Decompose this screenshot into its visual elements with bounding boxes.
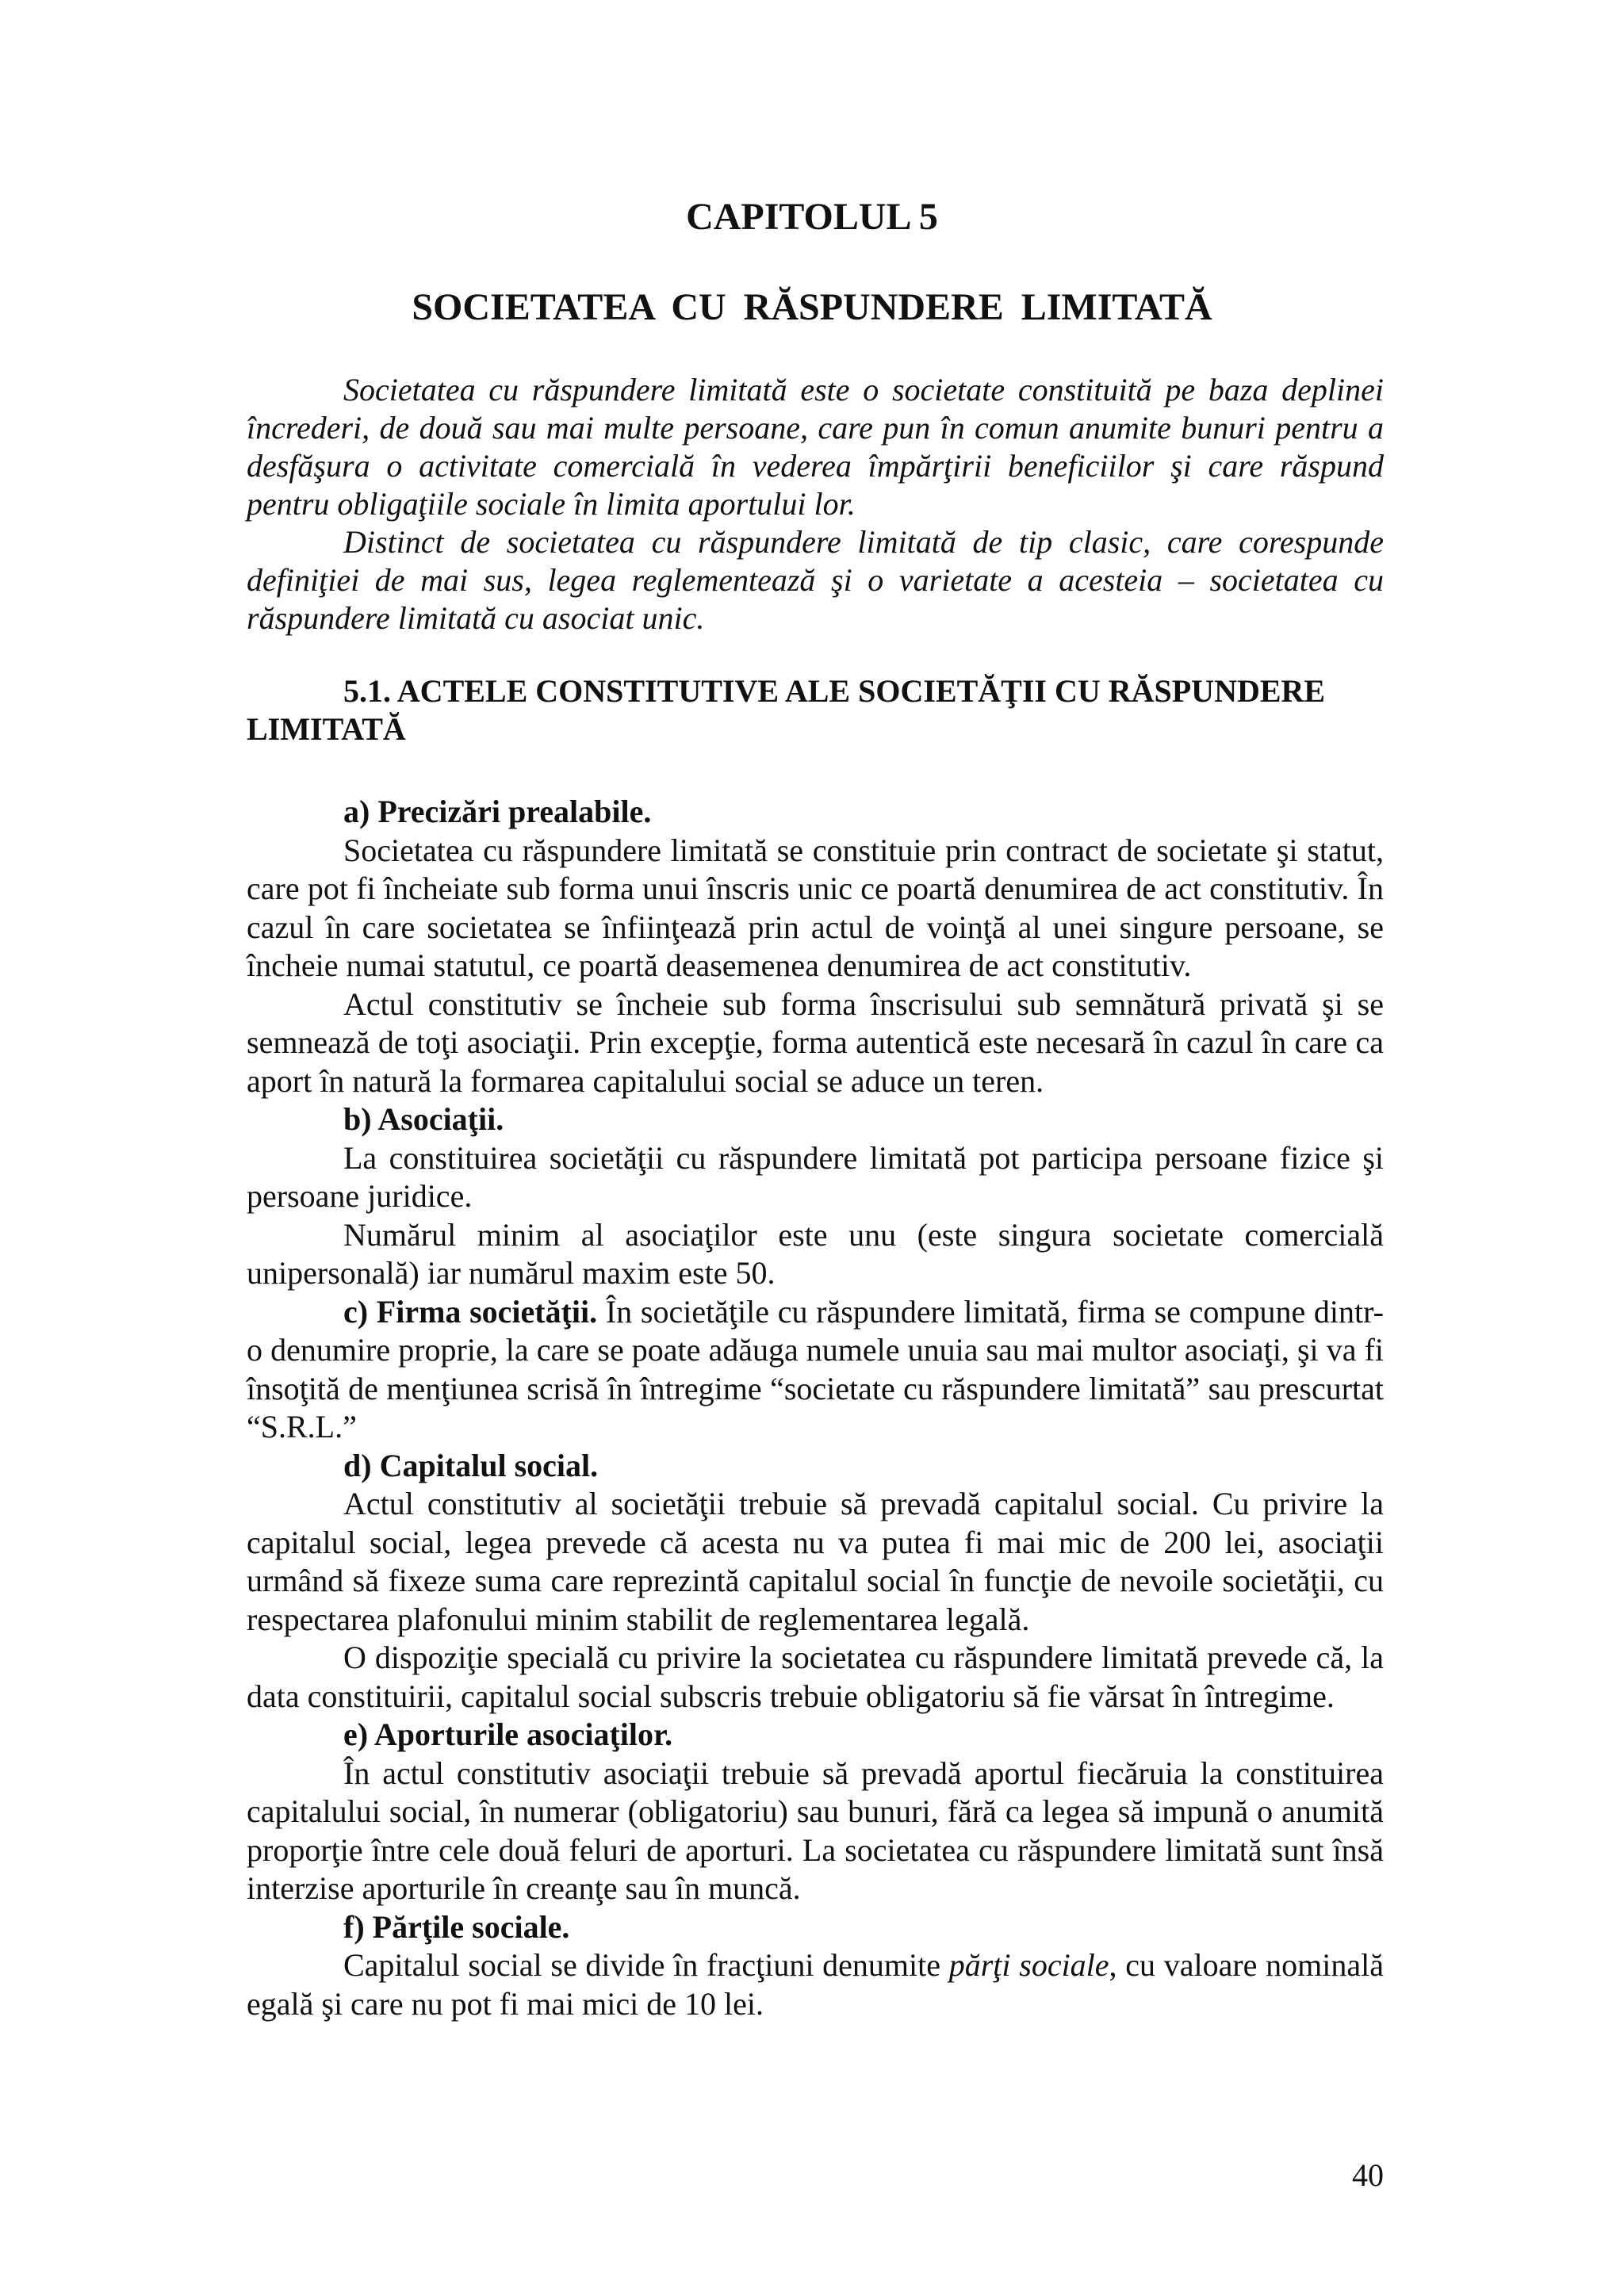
italic-term: părţi sociale — [948, 1947, 1109, 1983]
body-paragraph: La constituirea societăţii cu răspundere limitată pot participa persoane fizice şi persoane juridice. — [247, 1139, 1384, 1214]
body-text: Capitalul social se divide în fracţiuni denumite — [343, 1947, 949, 1983]
subsection-heading-b — [247, 1100, 1384, 1139]
subsection-c-paragraph — [247, 1293, 1384, 1447]
page-number: 40 — [1352, 2157, 1384, 2193]
subsection-heading-text: d) Capitalul social. — [343, 1447, 599, 1483]
body-text: În societăţile cu răspundere limitată, firma se compune dintr-o denumire proprie, la care se poate adăuga numele unuia sau mai multor asociaţi, şi va fi însoţită de menţiunea scrisă în întregime “societate cu răspundere limitată” sau prescurtat “S.R.L.” — [247, 1293, 1384, 1445]
subsection-heading-text: f) Părţile sociale. — [343, 1908, 570, 1945]
body-paragraph: Actul constitutiv al societăţii trebuie să prevadă capitalul social. Cu privire la capitalul social, legea prevede că acesta nu va putea fi mai mic de 200 lei, asociaţii urmând să fixeze suma care reprezintă capitalul social în funcţie de nevoile societăţii, cu respectarea plafonului minim stabilit de reglementarea legală. — [247, 1486, 1384, 1637]
intro-paragraph: Societatea cu răspundere limitată este o societate constituită pe baza deplinei încrederi, de două sau mai multe persoane, care pun în comun anumite bunuri pentru a desfăşura o activitate comercială în vederea împărţirii beneficiilor şi care răspund pentru obligaţiile sociale în limita aportului lor. — [247, 372, 1384, 522]
section-heading-block — [247, 672, 1384, 748]
chapter-number: CAPITOLUL 5 — [686, 196, 938, 238]
intro-paragraph: Distinct de societatea cu răspundere limitată de tip clasic, care corespunde definiţiei de mai sus, legea reglementează şi o varietate a acesteia – societatea cu răspundere limitată cu asociat unic. — [247, 524, 1384, 636]
subsection-heading-f — [247, 1908, 1384, 1947]
section-body — [247, 793, 1384, 2023]
body-paragraph: Actul constitutiv se încheie sub forma înscrisului sub semnătură privată şi se semnează de toţi asociaţii. Prin excepţie, forma autentică este necesară în cazul în care ca aport în natură la formarea capitalului social se aduce un teren. — [247, 985, 1384, 1099]
subsection-heading-a — [247, 793, 1384, 832]
section-heading: 5.1. ACTELE CONSTITUTIVE ALE SOCIETĂŢII CU RĂSPUNDERE LIMITATĂ — [247, 673, 1326, 747]
chapter-title: SOCIETATEA CU RĂSPUNDERE LIMITATĂ — [412, 286, 1212, 328]
subsection-heading-text: a) Precizări prealabile. — [343, 794, 652, 829]
body-paragraph: Numărul minim al asociaţilor este unu (este singura societate comercială unipersonală) iar numărul maxim este 50. — [247, 1216, 1384, 1291]
body-paragraph: Societatea cu răspundere limitată se constituie prin contract de societate şi statut, care pot fi încheiate sub forma unui înscris unic ce poartă denumirea de act constitutiv. În cazul în care societatea se înfiinţează prin actul de voinţă al unei singure persoane, se încheie numai statutul, ce poartă deasemenea denumirea de act constitutiv. — [247, 832, 1384, 983]
subsection-heading-d — [247, 1447, 1384, 1486]
subsection-heading-text: b) Asociaţii. — [343, 1101, 504, 1137]
subsection-heading-text: c) Firma societăţii. — [343, 1293, 598, 1330]
subsection-heading-e — [247, 1716, 1384, 1755]
body-paragraph — [247, 1946, 1384, 2023]
chapter-intro — [247, 371, 1384, 637]
body-text: , cu valoare nominală egală şi care nu pot fi mai mici de 10 lei. — [247, 1947, 1384, 2022]
subsection-heading-text: e) Aporturile asociaţilor. — [343, 1716, 673, 1752]
body-paragraph: O dispoziţie specială cu privire la societatea cu răspundere limitată prevede că, la data constituirii, capitalul social subscris trebuie obligatoriu să fie vărsat în întregime. — [247, 1640, 1384, 1714]
body-paragraph: În actul constitutiv asociaţii trebuie să prevadă aportul fiecăruia la constituirea capitalului social, în numerar (obligatoriu) sau bunuri, fără ca legea să impună o anumită proporţie între cele două feluri de aporturi. La societatea cu răspundere limitată sunt însă interzise aporturile în creanţe sau în muncă. — [247, 1755, 1384, 1906]
